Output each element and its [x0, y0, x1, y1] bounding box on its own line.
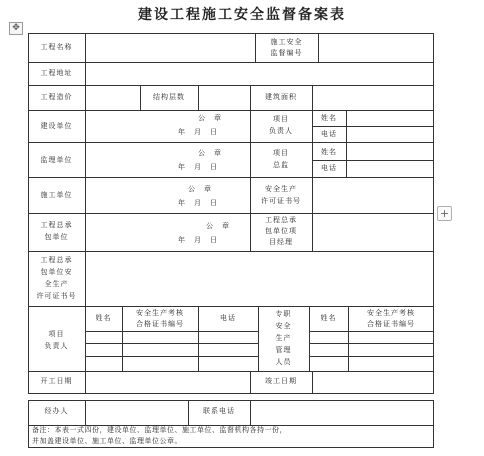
building-area-label: 建筑面积 [265, 93, 297, 101]
project-leader-label-2: 负责人 [269, 127, 293, 135]
contractor-date: 年 月 日 [178, 199, 218, 207]
note-line-2: 并加盖建设单位、施工单位、监理单位公章。 [32, 437, 182, 445]
project-name-label: 工程名称 [40, 43, 73, 51]
chief-supervisor-label-1: 项目 [273, 149, 289, 157]
staff-col-cert-2: 合格证书编号 [367, 320, 415, 328]
contact-phone-label: 联系电话 [203, 407, 235, 415]
project-address-label: 工程地址 [40, 69, 73, 77]
supervisor-phone-label: 电话 [321, 164, 337, 172]
safety-staff-label-2: 安全 [275, 322, 292, 330]
general-contractor-date: 年 月 日 [178, 236, 218, 244]
leader-col-phone: 电话 [220, 314, 236, 322]
note-line-1: 备注：本表一式四份，建设单位、监理单位、施工单位、监督机构各持一份， [32, 426, 287, 434]
project-leader-label-1: 项目 [273, 115, 289, 123]
project-name-field[interactable] [85, 35, 255, 61]
safety-staff-label-4: 管理 [275, 346, 292, 354]
leader-block-label-2: 负责人 [44, 342, 69, 350]
general-contractor-label-1: 工程总承 [40, 221, 73, 229]
leader-col-name: 姓名 [95, 314, 112, 322]
contractor-unit-label: 施工单位 [40, 191, 73, 199]
supervision-unit-label: 监理单位 [40, 156, 73, 164]
leader-block-label-1: 项目 [48, 330, 65, 338]
contractor-seal: 公 章 [188, 185, 212, 193]
safety-staff-label-5: 人员 [275, 358, 292, 366]
safety-staff-label-1: 专职 [275, 310, 292, 318]
handler-label: 经办人 [44, 407, 69, 415]
supervision-no-label-2: 监督编号 [270, 49, 303, 57]
gc-license-label-1: 工程总承 [40, 256, 73, 264]
project-cost-label: 工程造价 [40, 93, 73, 101]
add-row-icon[interactable]: + [437, 206, 452, 221]
safety-license-label-2: 许可证书号 [261, 197, 301, 205]
supervision-no-label-1: 施工安全 [270, 38, 303, 46]
general-contractor-label-2: 包单位 [44, 233, 69, 241]
leader-col-cert-1: 安全生产考核 [136, 309, 184, 317]
structure-floors-label: 结构层数 [153, 93, 185, 101]
record-form-table [28, 33, 434, 448]
leader-col-cert-2: 合格证书编号 [136, 320, 184, 328]
supervision-date: 年 月 日 [178, 163, 218, 171]
document-title: 建设工程施工安全监督备案表 [138, 7, 346, 23]
staff-col-cert-1: 安全生产考核 [367, 309, 415, 317]
construction-seal: 公 章 [198, 114, 222, 122]
gc-license-label-4: 许可证书号 [36, 292, 77, 300]
leader-phone-label: 电话 [321, 130, 337, 138]
project-manager-label-2: 包单位项 [265, 227, 297, 235]
table-move-handle-icon[interactable]: ✥ [9, 22, 23, 35]
project-manager-label-1: 工程总承 [265, 216, 297, 224]
chief-supervisor-label-2: 总监 [273, 161, 289, 169]
construction-date: 年 月 日 [178, 128, 218, 136]
safety-license-label-1: 安全生产 [265, 185, 297, 193]
supervisor-name-label: 姓名 [321, 148, 337, 156]
leader-name-label: 姓名 [321, 114, 337, 122]
completion-date-label: 竣工日期 [265, 377, 297, 385]
gc-license-label-2: 包单位安 [40, 268, 73, 276]
supervision-seal: 公 章 [198, 149, 222, 157]
gc-license-label-3: 全生产 [44, 280, 69, 288]
general-contractor-seal: 公 章 [206, 222, 230, 230]
safety-staff-label-3: 生产 [275, 334, 292, 342]
start-date-label: 开工日期 [40, 377, 73, 385]
staff-col-name: 姓名 [320, 314, 337, 322]
construction-unit-label: 建设单位 [40, 122, 73, 130]
project-manager-label-3: 目经理 [269, 238, 293, 246]
